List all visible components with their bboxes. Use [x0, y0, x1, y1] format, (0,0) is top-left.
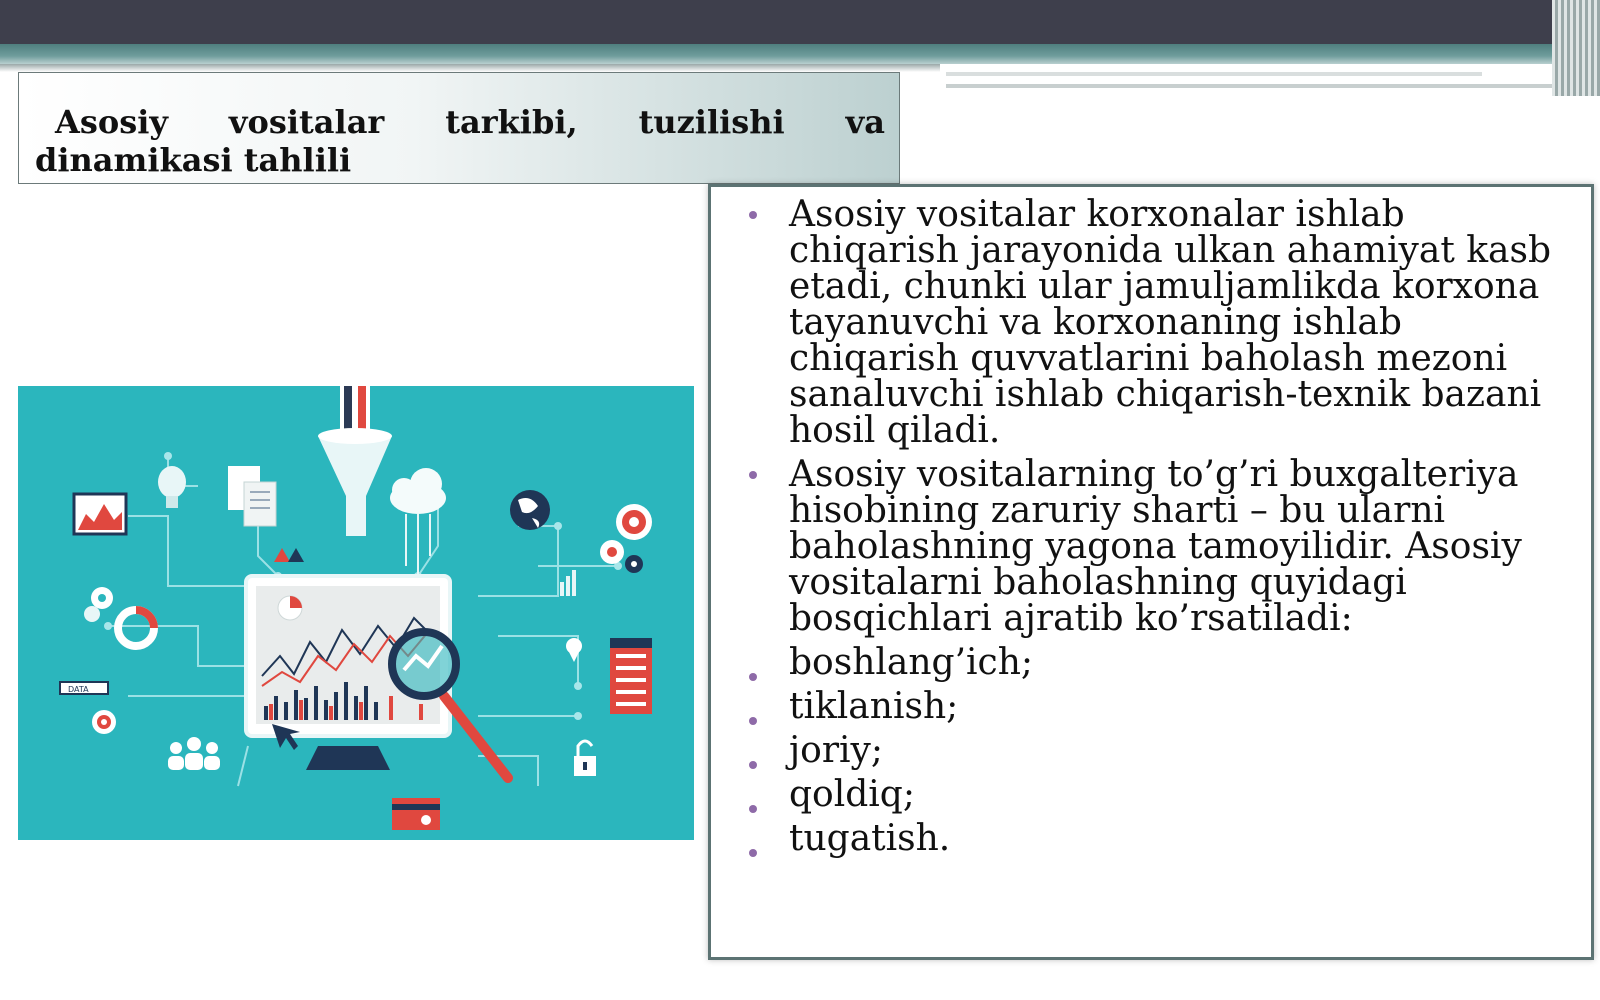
decor-line	[946, 84, 1566, 88]
card-icon	[392, 798, 440, 830]
bullet-dot-icon	[749, 849, 757, 857]
target-small-icon	[92, 710, 116, 734]
decor-line	[946, 72, 1482, 76]
bullet-dot-icon	[749, 805, 757, 813]
teal-band	[0, 44, 1600, 64]
chart-panel-icon	[74, 494, 126, 534]
bullet-dot-icon	[749, 717, 757, 725]
bullet-dot-icon	[749, 471, 757, 479]
search-field-icon	[60, 682, 108, 694]
list-item: tiklanish;	[789, 689, 1579, 725]
list-item: joriy;	[789, 733, 1579, 769]
bullet-list	[789, 194, 1579, 865]
band-shadow	[0, 64, 940, 72]
list-panel-icon	[610, 638, 652, 714]
top-bar	[0, 0, 1600, 44]
content-box	[708, 184, 1594, 960]
list-item: qoldiq;	[789, 777, 1579, 813]
globe-icon	[510, 490, 550, 530]
screen-label: DATA	[68, 685, 89, 694]
list-item: Asosiy vositalarning to’g’ri buxgalteriya hisobining zaruriy sharti – bu ularni baholashning yagona tamoyilidir. Asosiy vositalarni baholashning quyidagi bosqichlari ajratib ko’rsatiladi:	[789, 457, 1579, 637]
decor-stripes	[1552, 0, 1600, 96]
bullet-dot-icon	[749, 673, 757, 681]
analytics-illustration	[18, 386, 694, 840]
bullet-dot-icon	[749, 211, 757, 219]
title-box	[18, 72, 900, 184]
list-item: boshlang’ich;	[789, 645, 1579, 681]
target-icon	[616, 504, 652, 540]
list-item: Asosiy vositalar korxonalar ishlab chiqarish jarayonida ulkan ahamiyat kasb etadi, chunki ular jamuljamlikda korxona tayanuvchi va korxonaning ishlab chiqarish quvvatlarini baholash mezoni sanaluvchi ishlab chiqarish-texnik bazani hosil qiladi.	[789, 197, 1579, 449]
list-item: tugatish.	[789, 821, 1579, 857]
slide-title: Asosiy vositalar tarkibi, tuzilishi va dinamikasi tahlili	[35, 103, 885, 179]
bullet-dot-icon	[749, 761, 757, 769]
